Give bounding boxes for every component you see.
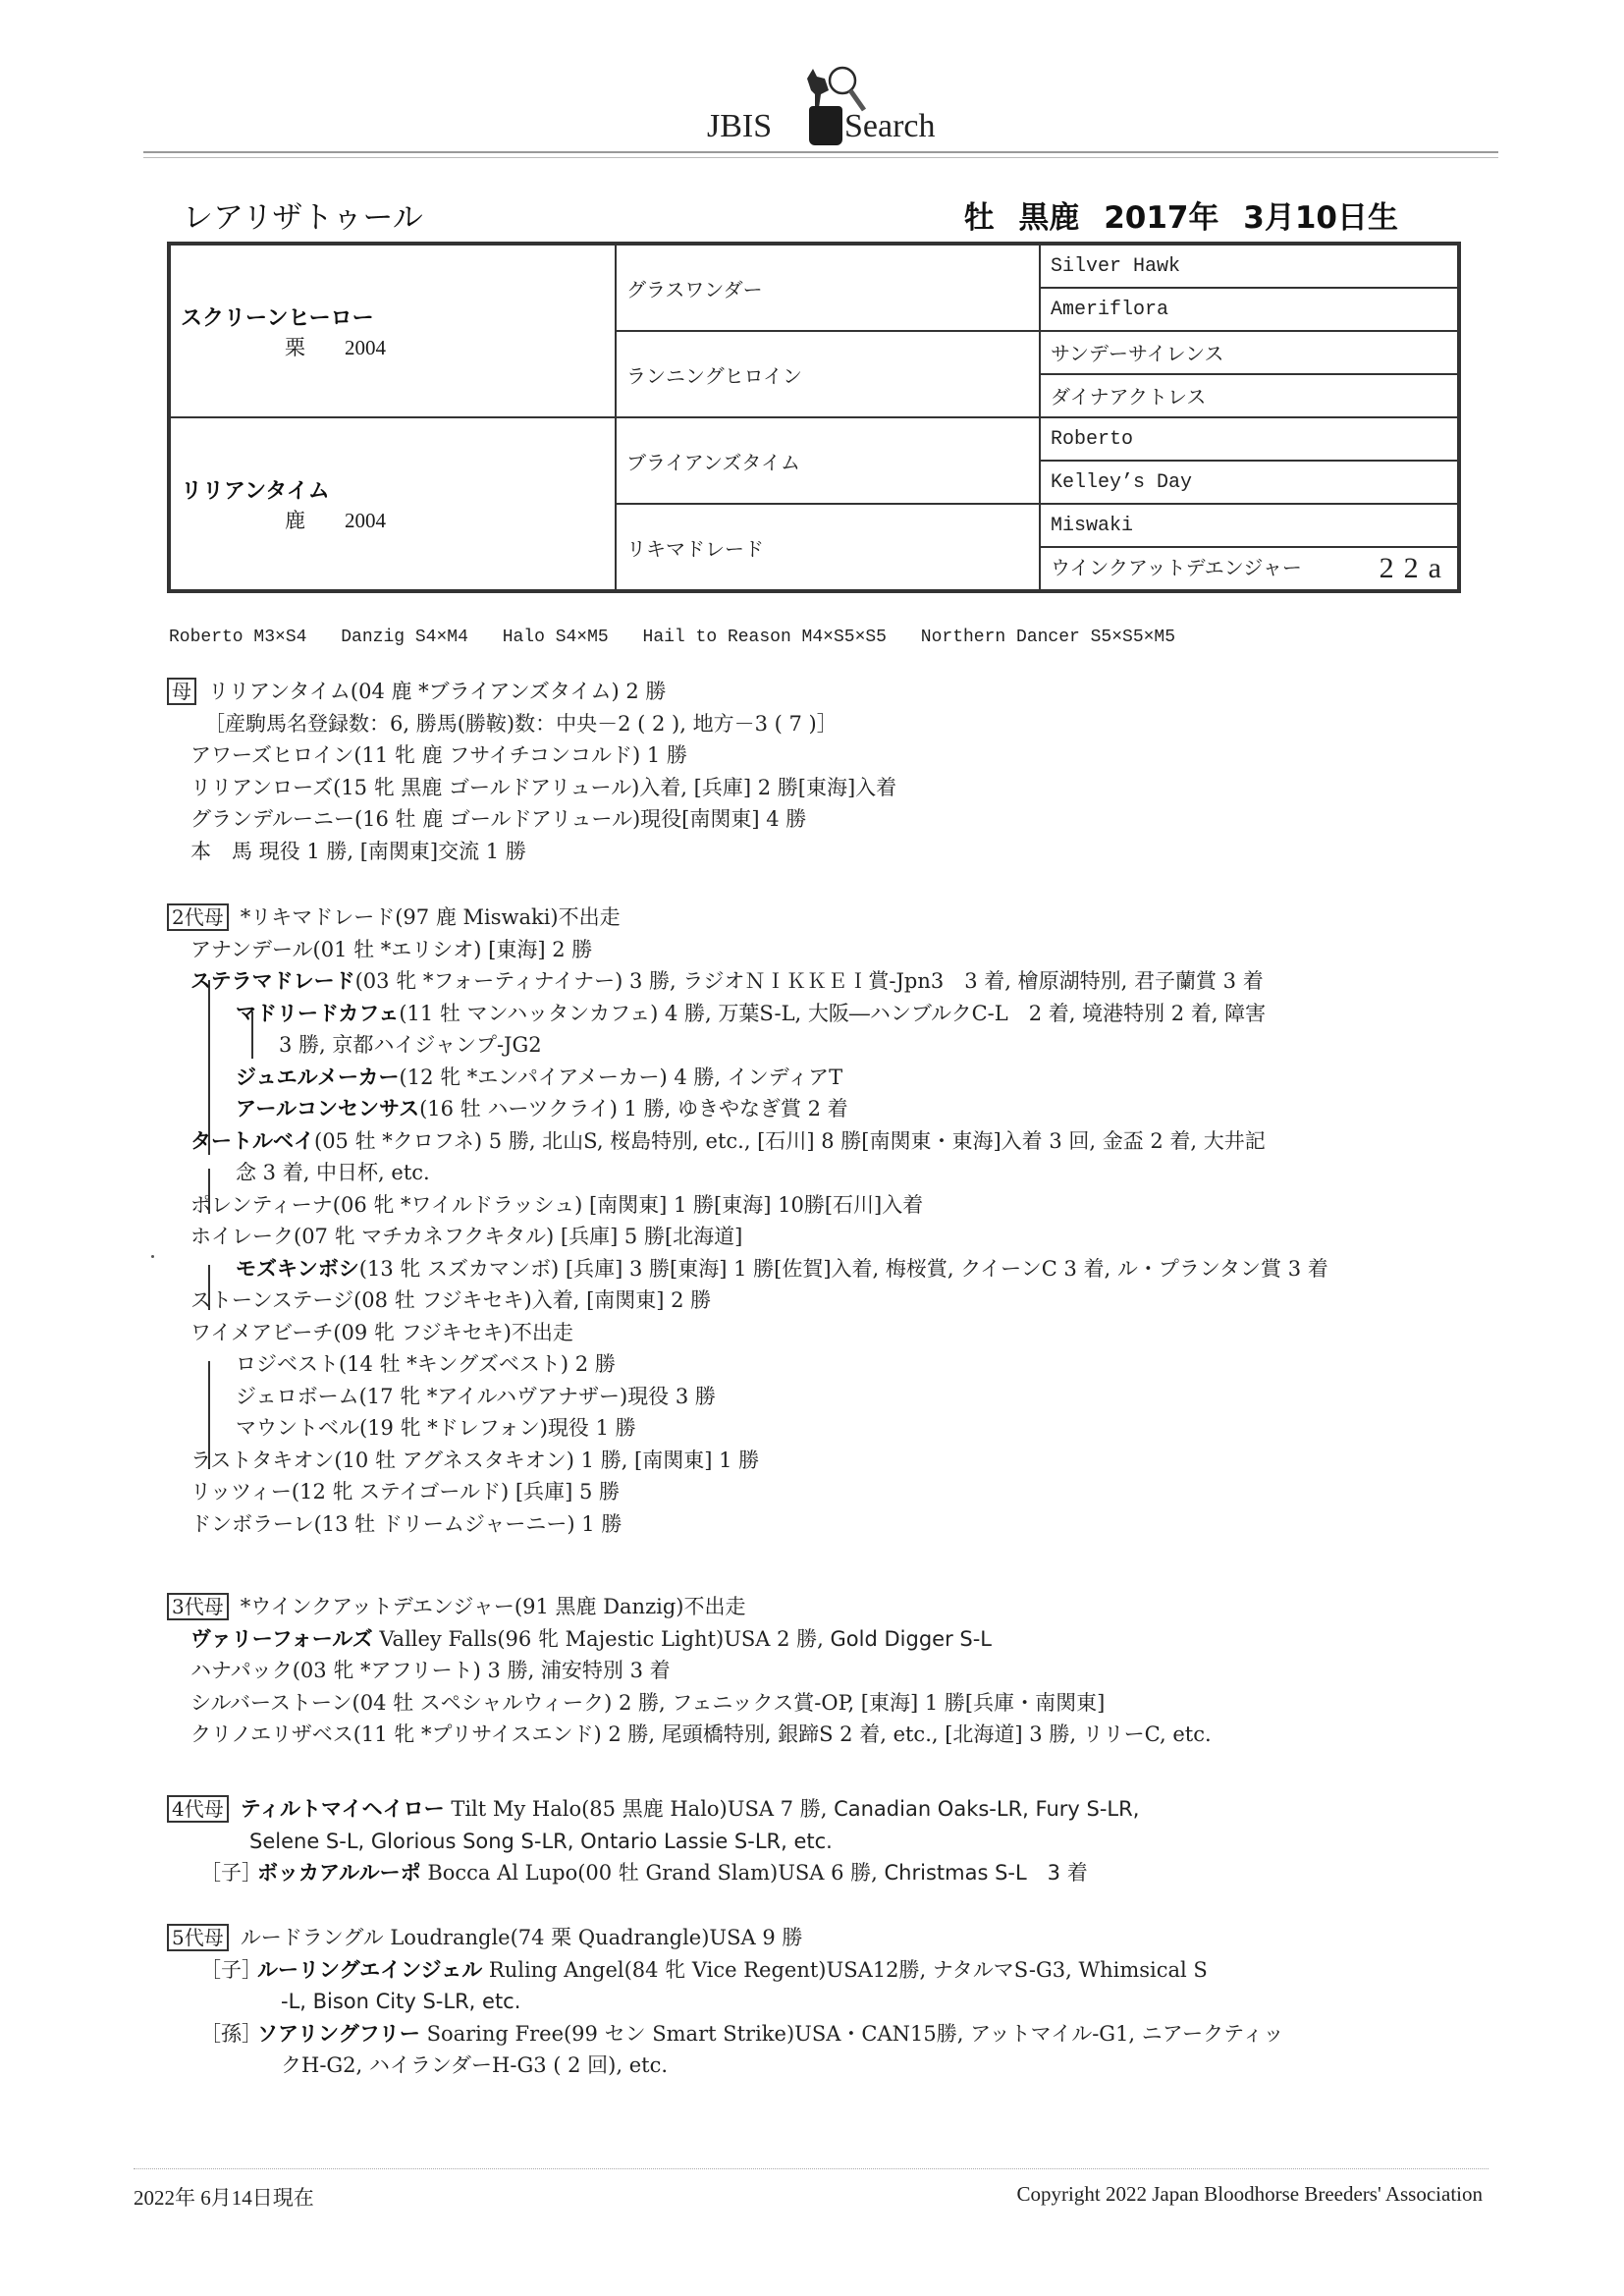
sire-color: 栗 [285, 335, 305, 359]
offspring-row [167, 998, 1328, 1030]
offspring-row [167, 1954, 1283, 1987]
section-tag: 2代母 [167, 903, 229, 931]
offspring-row [167, 1253, 1328, 1285]
pedigree-gen3: Miswaki [1040, 504, 1459, 547]
section-tag: 4代母 [167, 1795, 229, 1823]
offspring-row: ドンボラーレ(13 牡 ドリームジャーニー) 1 勝 [190, 1511, 623, 1536]
dam-year: 2004 [345, 508, 386, 532]
pedigree-gen2: ランニングヒロイン [616, 331, 1040, 417]
offspring-row: ハナパック(03 牝 *アフリート) 3 勝, 浦安特別 3 着 [190, 1659, 671, 1682]
dam-head: *リキマドレード(97 鹿 Miswaki)不出走 [240, 905, 621, 929]
fifth-dam-section [167, 1922, 1283, 2082]
copyright: Copyright 2022 Japan Bloodhorse Breeders' Association [1016, 2182, 1483, 2206]
inbreeding-line [169, 628, 1199, 647]
fourth-dam-section [167, 1793, 1139, 1889]
dam-name: ティルトマイヘイロー [240, 1797, 445, 1821]
dam-head: ルードラングル Loudrangle(74 栗 Quadrangle)USA 9 勝 [240, 1926, 803, 1949]
offspring-row: ワイメアビーチ(09 牝 フジキセキ)不出走 [190, 1320, 573, 1344]
pedigree-sire [169, 244, 616, 417]
section-tag: 母 [167, 678, 196, 705]
offspring-name: ソアリングフリー [257, 2021, 420, 2046]
offspring-row [167, 1062, 1328, 1094]
offspring-name: アールコンセンサス [236, 1097, 420, 1121]
offspring-row [167, 1623, 1212, 1656]
pedigree-gen3: ウインクアットデエンジャー [1051, 559, 1302, 581]
pedigree-gen3: Silver Hawk [1040, 244, 1459, 288]
offspring-name: ジュエルメーカー [236, 1065, 400, 1089]
inbreeding-item: Halo S4×M5 [502, 628, 609, 647]
offspring-name: タートルベイ [190, 1128, 314, 1153]
pedigree-gen2: ブライアンズタイム [616, 417, 1040, 504]
offspring-name: ステラマドレード [190, 969, 355, 993]
offspring-record: (12 牝 *エンパイアメーカー) 4 勝, インディアT [399, 1065, 843, 1089]
offspring-row: シルバーストーン(04 牡 スペシャルウィーク) 2 勝, フェニックス賞-OP, [東海] 1 勝[兵庫・南関東] [190, 1690, 1106, 1715]
offspring-record: (16 牡 ハーツクライ) 1 勝, ゆきやなぎ賞 2 着 [419, 1097, 848, 1121]
pedigree-table [167, 242, 1461, 593]
inbreeding-item: Roberto M3×S4 [169, 628, 307, 647]
offspring-row: リッツィー(12 牝 ステイゴールド) [兵庫] 5 勝 [190, 1480, 620, 1503]
dam-record: Tilt My Halo(85 黒鹿 Halo)USA 7 勝, [444, 1797, 835, 1821]
pedigree-gen3-last [1040, 547, 1459, 591]
offspring-row [167, 1125, 1328, 1158]
dam-stakes: Canadian Oaks-LR, Fury S-LR, [834, 1797, 1140, 1821]
offspring-record: Ruling Angel(84 牝 Vice Regent)USA12勝, ナタルマS-G3, Whimsical S [482, 1957, 1208, 1982]
relation-label: ［子］ [200, 1957, 262, 1982]
logo-text-jbis: JBIS [707, 108, 773, 144]
pedigree-gen2: リキマドレード [616, 504, 1040, 591]
offspring-row: 本 馬 現役 1 勝, [南関東]交流 1 勝 [190, 839, 526, 863]
second-dam-section [167, 902, 1328, 1540]
offspring-record: Bocca Al Lupo(00 牡 Grand Slam)USA 6 勝, [420, 1861, 885, 1885]
offspring-record: (13 牝 スズカマンボ) [兵庫] 3 勝[東海] 1 勝[佐賀]入着, 梅桜賞, クイーンC 3 着, ル・プランタン賞 3 着 [358, 1256, 1328, 1281]
horse-color: 黒鹿 [1018, 200, 1080, 236]
sire-year: 2004 [345, 335, 386, 359]
dam-section [167, 676, 896, 867]
dam-name: リリアンタイム [181, 478, 330, 504]
offspring-name: ボッカアルルーポ [257, 1861, 421, 1885]
dam-head: *ウインクアットデエンジャー(91 黒鹿 Danzig)不出走 [240, 1595, 746, 1618]
horse-birth-date: 3月10日生 [1243, 200, 1398, 236]
sire-name: スクリーンヒーロー [181, 305, 374, 331]
as-of-date: 2022年 6月14日現在 [134, 2186, 314, 2210]
inbreeding-item: Danzig S4×M4 [341, 628, 468, 647]
relation-label: ［孫］ [200, 2021, 262, 2046]
offspring-row-cont: 念 3 着, 中日杯, etc. [236, 1161, 430, 1184]
scan-speck [151, 1255, 154, 1258]
offspring-name: ヴァリーフォールズ [190, 1626, 373, 1651]
horse-profile [950, 192, 1398, 237]
offspring-row: ロジベスト(14 牡 *キングズベスト) 2 勝 [236, 1352, 616, 1376]
offspring-row: アワーズヒロイン(11 牝 鹿 フサイチコンコルド) 1 勝 [190, 743, 687, 767]
dam-head: リリアンタイム(04 鹿 *ブライアンズタイム) 2 勝 [208, 680, 667, 703]
horse-name: レアリザトゥール [183, 200, 423, 236]
offspring-row: クリノエリザベス(11 牝 *プリサイスエンド) 2 勝, 尾頭橋特別, 銀蹄S 2 着, etc., [北海道] 3 勝, リリーC, etc. [190, 1722, 1212, 1746]
horse-birth-year: 2017年 [1104, 200, 1219, 236]
inbreeding-item: Hail to Reason M4×S5×S5 [642, 628, 887, 647]
third-dam-section [167, 1591, 1212, 1751]
offspring-row-cont: クH-G2, ハイランダーH-G3 ( 2 回), etc. [281, 2053, 669, 2077]
offspring-row [167, 965, 1328, 998]
offspring-name: マドリードカフェ [236, 1001, 400, 1025]
section-tag: 5代母 [167, 1924, 229, 1951]
offspring-record: (05 牡 *クロフネ) 5 勝, 北山S, 桜島特別, etc., [石川] 8 勝[南関東・東海]入着 3 回, 金盃 2 着, 大井記 [314, 1128, 1266, 1153]
offspring-row: ポレンティーナ(06 牝 *ワイルドラッシュ) [南関東] 1 勝[東海] 10勝[石川]入着 [190, 1192, 924, 1217]
offspring-name: モズキンボシ [236, 1256, 359, 1281]
offspring-row: ホイレーク(07 牝 マチカネフクキタル) [兵庫] 5 勝[北海道] [190, 1225, 743, 1248]
relation-label: ［子］ [200, 1861, 262, 1885]
pedigree-gen3: Ameriflora [1040, 288, 1459, 331]
offspring-record: (11 牡 マンハッタンカフェ) 4 勝, 万葉S-L, 大阪―ハンブルクC-L 2 着, 境港特別 2 着, 障害 [399, 1001, 1267, 1025]
offspring-row: ジェロボーム(17 牝 *アイルハヴアナザー)現役 3 勝 [236, 1384, 716, 1408]
offspring-row: ラストタキオン(10 牡 アグネスタキオン) 1 勝, [南関東] 1 勝 [190, 1448, 760, 1472]
offspring-record: Valley Falls(96 牝 Majestic Light)USA 2 勝, [372, 1626, 831, 1651]
offspring-name: ルーリングエインジェル [257, 1957, 483, 1982]
dam-record-cont: Selene S-L, Glorious Song S-LR, Ontario Lassie S-LR, etc. [249, 1829, 833, 1853]
jbis-search-logo [707, 65, 952, 147]
offspring-row: リリアンローズ(15 牝 黒鹿 ゴールドアリュール)入着, [兵庫] 2 勝[東海]入着 [190, 775, 897, 799]
offspring-row: アナンデール(01 牡 *エリシオ) [東海] 2 勝 [190, 937, 593, 961]
logo-text-search: Search [844, 108, 936, 144]
offspring-row-cont: 3 勝, 京都ハイジャンプ-JG2 [279, 1033, 542, 1057]
pedigree-gen2: グラスワンダー [616, 244, 1040, 331]
offspring-row [167, 1857, 1139, 1889]
offspring-stakes: Christmas S-L 3 着 [884, 1861, 1088, 1885]
family-number: 22a [1379, 552, 1451, 584]
pedigree-gen3: Roberto [1040, 417, 1459, 461]
offspring-row: グランデルーニー(16 牡 鹿 ゴールドアリュール)現役[南関東] 4 勝 [190, 807, 807, 831]
offspring-stakes: Gold Digger S-L [830, 1626, 992, 1651]
offspring-row: マウントベル(19 牝 *ドレフォン)現役 1 勝 [236, 1416, 636, 1440]
pedigree-dam [169, 417, 616, 591]
inbreeding-item: Northern Dancer S5×S5×M5 [920, 628, 1176, 647]
offspring-row-cont: -L, Bison City S-LR, etc. [281, 1990, 521, 2013]
section-tag: 3代母 [167, 1593, 229, 1620]
header-divider [143, 151, 1498, 158]
offspring-row: ストーンステージ(08 牡 フジキセキ)入着, [南関東] 2 勝 [190, 1288, 712, 1312]
offspring-row [167, 2018, 1283, 2050]
dam-summary: ［産駒馬名登録数：6, 勝馬(勝鞍)数：中央－2 ( 2 ), 地方－3 ( 7 )］ [204, 711, 838, 736]
offspring-record: (03 牝 *フォーティナイナー) 3 勝, ラジオＮＩＫＫＥＩ賞-Jpn3 3 着, 檜原湖特別, 君子蘭賞 3 着 [354, 969, 1264, 993]
logo-can-icon [809, 106, 842, 145]
pedigree-gen3: サンデーサイレンス [1040, 331, 1459, 374]
dam-color: 鹿 [285, 508, 305, 532]
footer-divider [134, 2168, 1489, 2171]
pedigree-gen3: Kelley’s Day [1040, 461, 1459, 504]
offspring-record: Soaring Free(99 セン Smart Strike)USA・CAN15勝, アットマイル-G1, ニアークティッ [419, 2021, 1284, 2046]
horse-sex: 牡 [963, 200, 995, 236]
offspring-row [167, 1093, 1328, 1125]
pedigree-gen3: ダイナアクトレス [1040, 374, 1459, 417]
